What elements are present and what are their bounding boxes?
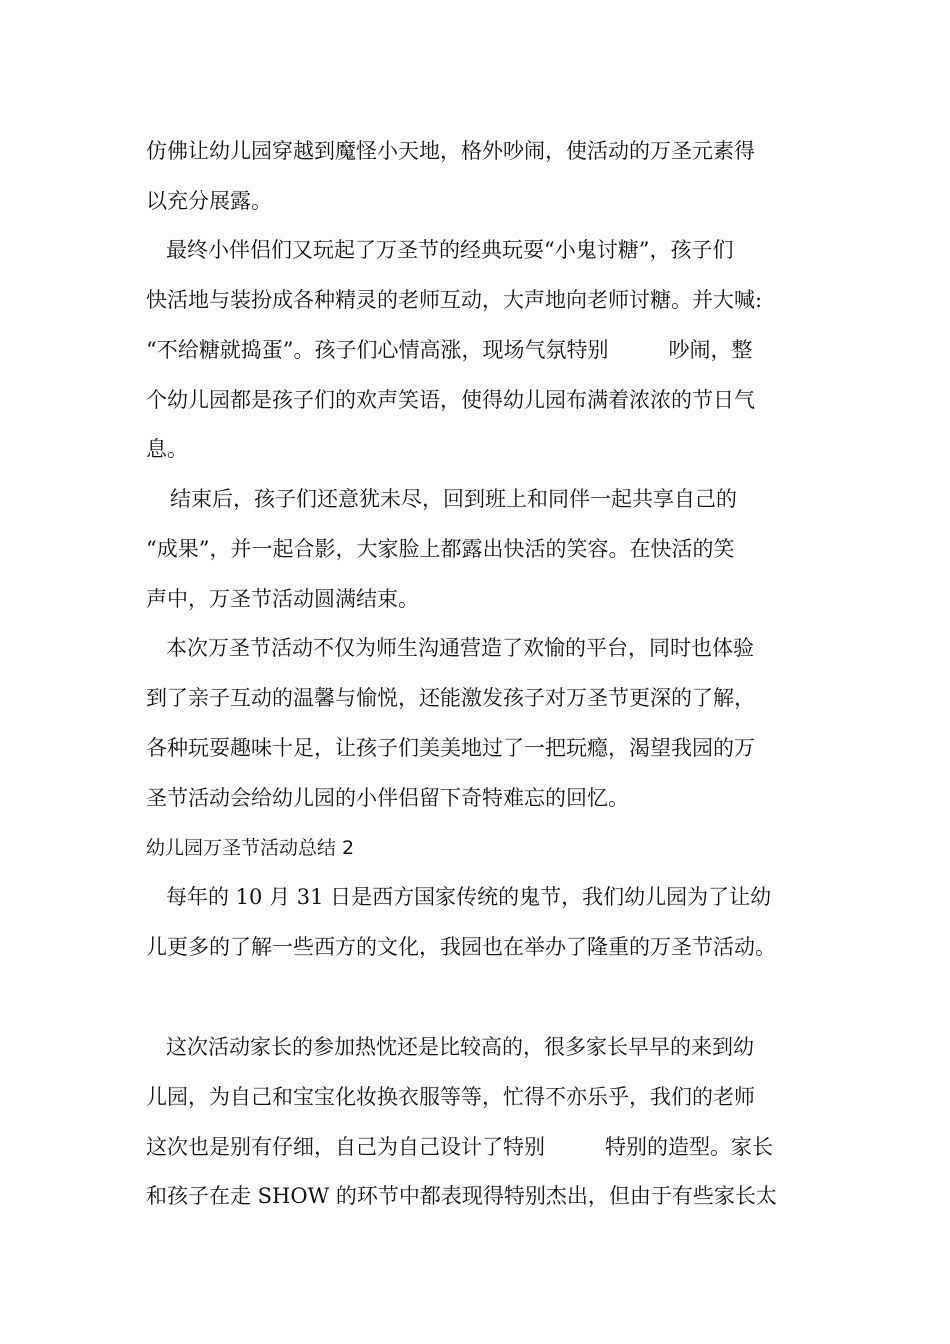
text-line: 个幼儿园都是孩子们的欢声笑语，使得幼儿园布满着浓浓的节日气 [146, 388, 755, 412]
text-line: 以充分展露。 [146, 189, 272, 213]
text-line: 息。 [146, 437, 188, 461]
text-line: 快活地与装扮成各种精灵的老师互动，大声地向老师讨糖。并大喊: [146, 288, 763, 312]
text-segment: 这次也是别有仔细，自己为自己设计了特别 [146, 1135, 545, 1159]
text-line: “成果”，并一起合影，大家脸上都露出快活的笑容。在快活的笑 [146, 537, 735, 561]
text-segment: 吵闹，整 [668, 338, 753, 362]
text-line: 圣节活动会给幼儿园的小伴侣留下奇特难忘的回忆。 [146, 786, 629, 810]
text-line: 仿佛让幼儿园穿越到魔怪小天地，格外吵闹，使活动的万圣元素得 [146, 139, 755, 163]
text-segment: “不给糖就捣蛋”。孩子们心情高涨，现场气氛特别 [146, 338, 609, 362]
text-line: 到了亲子互动的温馨与愉悦，还能激发孩子对万圣节更深的了解， [146, 686, 755, 710]
text-line: 儿更多的了解一些西方的文化，我园也在举办了隆重的万圣节活动。 [146, 935, 776, 959]
section-heading: 幼儿园万圣节活动总结 2 [146, 837, 355, 859]
text-line: 结束后，孩子们还意犹未尽，回到班上和同伴一起共享自己的 [170, 487, 737, 511]
text-line: 和孩子在走 SHOW 的环节中都表现得特别杰出，但由于有些家长太 [146, 1184, 777, 1208]
text-line [146, 1133, 826, 1161]
text-line [146, 336, 826, 364]
text-line: 儿园，为自己和宝宝化妆换衣服等等，忙得不亦乐乎，我们的老师 [146, 1085, 755, 1109]
text-line: 本次万圣节活动不仅为师生沟通营造了欢愉的平台，同时也体验 [166, 636, 754, 660]
text-line: 各种玩耍趣味十足，让孩子们美美地过了一把玩瘾，渴望我园的万 [146, 736, 755, 760]
text-line: 这次活动家长的参加热忱还是比较高的，很多家长早早的来到幼 [166, 1035, 754, 1059]
text-line: 每年的 10 月 31 日是西方国家传统的鬼节，我们幼儿园为了让幼 [166, 885, 772, 909]
text-segment: 特别的造型。家长 [605, 1135, 773, 1159]
text-line: 最终小伴侣们又玩起了万圣节的经典玩耍“小鬼讨糖”，孩子们 [166, 238, 734, 262]
text-line: 声中，万圣节活动圆满结束。 [146, 587, 419, 611]
